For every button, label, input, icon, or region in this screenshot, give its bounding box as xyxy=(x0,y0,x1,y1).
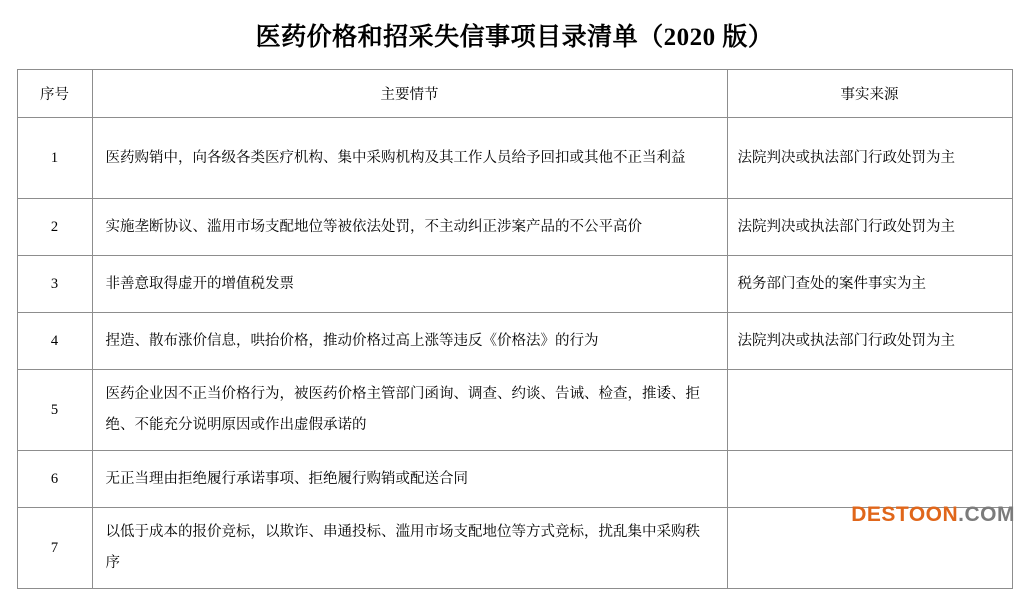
watermark-suffix: .COM xyxy=(958,503,1015,526)
row-main-detail: 实施垄断协议、滥用市场支配地位等被依法处罚，不主动纠正涉案产品的不公平高价 xyxy=(92,199,727,256)
table-header xyxy=(17,70,1012,118)
row-main-detail: 医药企业因不正当价格行为，被医药价格主管部门函询、调查、约谈、告诫、检查，推诿、拒绝、不能充分说明原因或作出虚假承诺的 xyxy=(92,370,727,451)
watermark xyxy=(851,503,1015,527)
table-row xyxy=(17,451,1012,508)
table-row xyxy=(17,256,1012,313)
row-number: 6 xyxy=(17,451,92,508)
table-row xyxy=(17,370,1012,451)
row-main-detail: 以低于成本的报价竞标，以欺诈、串通投标、滥用市场支配地位等方式竞标，扰乱集中采购秩序 xyxy=(92,508,727,589)
row-main-detail: 捏造、散布涨价信息，哄抬价格，推动价格过高上涨等违反《价格法》的行为 xyxy=(92,313,727,370)
watermark-brand: DESTOON xyxy=(851,503,959,526)
row-number: 1 xyxy=(17,118,92,199)
row-number: 7 xyxy=(17,508,92,589)
column-header-no: 序号 xyxy=(17,70,92,118)
row-fact-source: 法院判决或执法部门行政处罚为主 xyxy=(727,199,1012,256)
table-row xyxy=(17,313,1012,370)
column-header-main: 主要情节 xyxy=(92,70,727,118)
table-row xyxy=(17,118,1012,199)
row-fact-source xyxy=(727,370,1012,451)
row-main-detail: 非善意取得虚开的增值税发票 xyxy=(92,256,727,313)
row-number: 5 xyxy=(17,370,92,451)
row-fact-source: 法院判决或执法部门行政处罚为主 xyxy=(727,313,1012,370)
row-fact-source xyxy=(727,451,1012,508)
table-row xyxy=(17,199,1012,256)
row-number: 2 xyxy=(17,199,92,256)
row-number: 4 xyxy=(17,313,92,370)
column-header-source: 事实来源 xyxy=(727,70,1012,118)
table-header-row xyxy=(17,70,1012,118)
row-number: 3 xyxy=(17,256,92,313)
row-main-detail: 医药购销中，向各级各类医疗机构、集中采购机构及其工作人员给予回扣或其他不正当利益 xyxy=(92,118,727,199)
page-title: 医药价格和招采失信事项目录清单（2020 版） xyxy=(255,24,774,51)
row-fact-source: 法院判决或执法部门行政处罚为主 xyxy=(727,118,1012,199)
row-main-detail: 无正当理由拒绝履行承诺事项、拒绝履行购销或配送合同 xyxy=(92,451,727,508)
row-fact-source: 税务部门查处的案件事实为主 xyxy=(727,256,1012,313)
